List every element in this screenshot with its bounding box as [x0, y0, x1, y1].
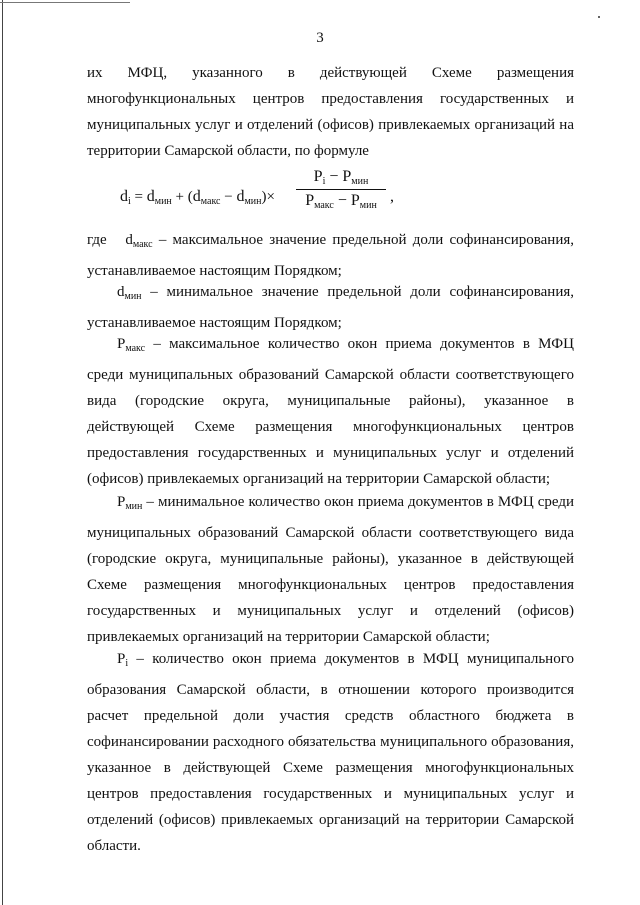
formula: $d_i = d_{мин} + (d_{макс} - d_{мин})\times$ $P_i - P_{мин}$ $P_{макс} - P_{мин}$ ,	[120, 168, 394, 211]
fraction-numerator: $P_i - P_{мин}$	[296, 168, 386, 190]
scan-edge-left	[2, 0, 3, 905]
definition-dmax: где $d_{макс}$ – максимальное значение предельной доли софинансирования, устанавливаемое настоящим Порядком;	[87, 232, 574, 279]
scan-speck	[598, 16, 600, 18]
definition-pi: $P_i$ – количество окон приема документов в МФЦ муниципального образования Самарской области, в отношении которого производится расчет предельной доли участия средств областного бюджета в софинансировании расходного обязательства муниципального образования, указанное в действующей Схеме размещения многофункциональных центров предоставления государственных и муниципальных услуг и отделений (офисов) привлекаемых организаций на территории Самарской области.	[87, 651, 574, 854]
scan-edge-top	[0, 2, 130, 3]
definition-dmin: $d_{мин}$ – минимальное значение предельной доли софинансирования, устанавливаемое настоящим Порядком;	[87, 284, 574, 331]
definition-pmax: $P_{макс}$ – максимальное количество окон приема документов в МФЦ среди муниципальных образований Самарской области соответствующего вида (городские округа, муниципальные районы), указанное в действующей Схеме размещения многофункциональных центров предоставления государственных и муниципальных услуг и отделений (офисов) привлекаемых организаций на территории Самарской области;	[87, 336, 574, 487]
page-number: 3	[316, 30, 324, 46]
intro-paragraph: их МФЦ, указанного в действующей Схеме размещения многофункциональных центров предоставления государственных и муниципальных услуг и отделений (офисов) привлекаемых организаций на территории Самарской области, по формуле	[87, 65, 574, 159]
fraction-denominator: $P_{макс} - P_{мин}$	[305, 192, 377, 211]
definition-pmin: $P_{мин}$ – минимальное количество окон приема документов в МФЦ среди муниципальных образований Самарской области соответствующего вида (городские округа, муниципальные районы), указанное в действующей Схеме размещения многофункциональных центров предоставления государственных и муниципальных услуг и отделений (офисов) привлекаемых организаций на территории Самарской области;	[87, 494, 574, 645]
formula-fraction	[296, 168, 386, 211]
formula-left-part: $d_i = d_{мин} + (d_{макс} - d_{мин})\times$	[120, 188, 275, 207]
